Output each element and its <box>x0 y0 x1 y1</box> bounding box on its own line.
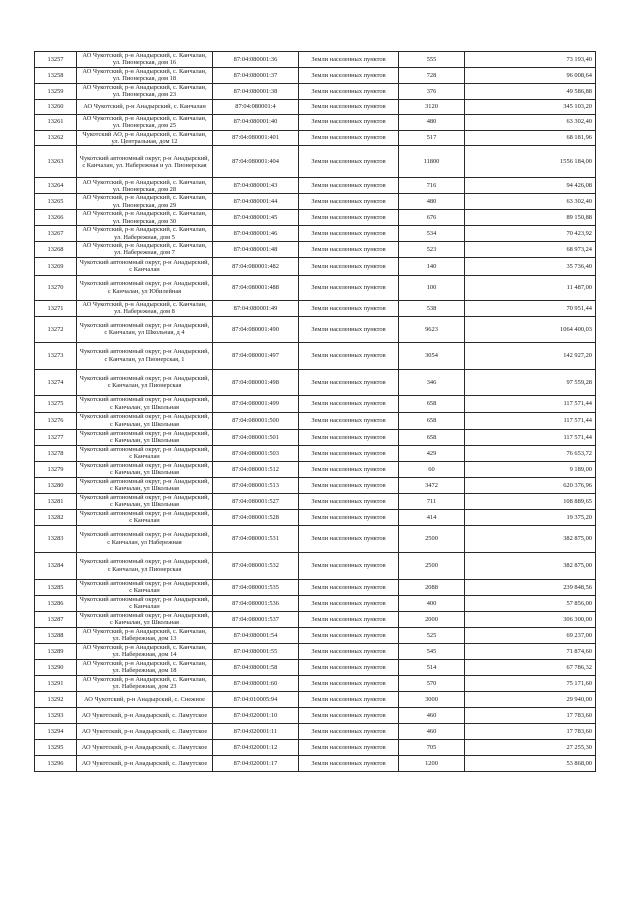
cell-cadastral-value: 142 927,20 <box>465 342 596 369</box>
cell-land-category: Земли населенных пунктов <box>299 579 399 595</box>
cell-land-category: Земли населенных пунктов <box>299 429 399 445</box>
cell-address: АО Чукотский, р-н Анадырский, с. Канчалан, ул. Пионерская, дом 29 <box>77 194 213 210</box>
cell-id: 13287 <box>35 611 77 627</box>
cell-id: 13274 <box>35 369 77 395</box>
cell-land-category: Земли населенных пунктов <box>299 477 399 493</box>
cell-area: 705 <box>399 739 465 755</box>
cell-id: 13279 <box>35 461 77 477</box>
cell-id: 13288 <box>35 627 77 643</box>
cell-cadastral-value: 117 571,44 <box>465 395 596 412</box>
cell-cadastral-number: 87:04:080001:503 <box>213 445 299 461</box>
table-row <box>35 52 596 68</box>
cell-land-category: Земли населенных пунктов <box>299 707 399 723</box>
cell-cadastral-number: 87:04:080001:60 <box>213 675 299 691</box>
cell-land-category: Земли населенных пунктов <box>299 67 399 83</box>
cell-address: АО Чукотский, р-н Анадырский, с. Канчалан, ул. Пионерская, дом 18 <box>77 67 213 83</box>
cell-area: 534 <box>399 226 465 242</box>
table-row <box>35 445 596 461</box>
cell-cadastral-value: 63 302,40 <box>465 114 596 130</box>
cell-land-category: Земли населенных пунктов <box>299 675 399 691</box>
cell-land-category: Земли населенных пунктов <box>299 316 399 342</box>
cell-cadastral-number: 87:04:080001:497 <box>213 342 299 369</box>
cell-cadastral-value: 382 875,00 <box>465 552 596 579</box>
cell-land-category: Земли населенных пунктов <box>299 52 399 68</box>
cell-address: АО Чукотский, р-н Анадырский, с. Канчалан, ул. Набережная, дом 13 <box>77 627 213 643</box>
cell-cadastral-value: 68 181,96 <box>465 130 596 146</box>
cell-cadastral-number: 87:04:080001:48 <box>213 242 299 258</box>
cell-area: 2500 <box>399 552 465 579</box>
cell-address: Чукотский автономный округ, р-н Анадырский, с Канчалан <box>77 579 213 595</box>
cell-id: 13285 <box>35 579 77 595</box>
cell-address: АО Чукотский, р-н Анадырский, с. Канчалан, ул. Набережная, дом 14 <box>77 643 213 659</box>
cell-area: 555 <box>399 52 465 68</box>
cell-cadastral-number: 87:04:010005:94 <box>213 691 299 707</box>
cell-address: Чукотский автономный округ, р-н Анадырский, с Канчалан, ул Юбилейная <box>77 275 213 300</box>
cell-id: 13272 <box>35 316 77 342</box>
cell-area: 514 <box>399 659 465 675</box>
cell-cadastral-value: 63 302,40 <box>465 194 596 210</box>
cell-cadastral-number: 87:04:080001:490 <box>213 316 299 342</box>
cell-id: 13293 <box>35 707 77 723</box>
cell-cadastral-number: 87:04:080001:38 <box>213 83 299 99</box>
table-row <box>35 675 596 691</box>
cell-area: 525 <box>399 627 465 643</box>
cell-cadastral-value: 70 951,44 <box>465 300 596 316</box>
cell-address: Чукотский автономный округ, р-н Анадырский, с Канчалан, ул Пионерская <box>77 552 213 579</box>
cell-address: Чукотский автономный округ, р-н Анадырский, с Канчалан, ул Набережная <box>77 525 213 552</box>
cell-id: 13296 <box>35 755 77 771</box>
cell-land-category: Земли населенных пунктов <box>299 552 399 579</box>
table-row <box>35 461 596 477</box>
cell-cadastral-number: 87:04:080001:55 <box>213 643 299 659</box>
cell-area: 480 <box>399 114 465 130</box>
cell-cadastral-number: 87:04:080001:54 <box>213 627 299 643</box>
land-parcels-table <box>34 51 596 772</box>
cell-cadastral-value: 19 375,20 <box>465 509 596 525</box>
cell-cadastral-value: 382 875,00 <box>465 525 596 552</box>
cell-area: 3054 <box>399 342 465 369</box>
cell-land-category: Земли населенных пунктов <box>299 723 399 739</box>
cell-area: 517 <box>399 130 465 146</box>
cell-area: 140 <box>399 257 465 275</box>
cell-cadastral-number: 87:04:020001:12 <box>213 739 299 755</box>
cell-address: АО Чукотский, р-н Анадырский, с. Канчалан, ул. Пионерская, дом 28 <box>77 178 213 194</box>
table-row <box>35 412 596 429</box>
cell-cadastral-number: 87:04:080001:531 <box>213 525 299 552</box>
cell-land-category: Земли населенных пунктов <box>299 395 399 412</box>
table-row <box>35 210 596 226</box>
table-row <box>35 130 596 146</box>
cell-cadastral-number: 87:04:080001:527 <box>213 493 299 509</box>
table-row <box>35 493 596 509</box>
cell-cadastral-value: 71 874,60 <box>465 643 596 659</box>
cell-address: АО Чукотский, р-н Анадырский, с. Снежное <box>77 691 213 707</box>
cell-cadastral-value: 306 300,00 <box>465 611 596 627</box>
table-row <box>35 579 596 595</box>
cell-address: Чукотский автономный округ, р-н Анадырский, с Канчалан, ул Пионерская <box>77 369 213 395</box>
cell-id: 13284 <box>35 552 77 579</box>
cell-address: Чукотский автономный округ, р-н Анадырский, с Канчалан, ул Школьная <box>77 611 213 627</box>
cell-area: 2088 <box>399 579 465 595</box>
cell-address: Чукотский автономный округ, р-н Анадырский, с Канчалан, ул. Набережная и ул. Пионерская <box>77 146 213 178</box>
table-row <box>35 659 596 675</box>
cell-id: 13283 <box>35 525 77 552</box>
cell-cadastral-value: 1556 184,00 <box>465 146 596 178</box>
cell-address: АО Чукотский, р-н Анадырский, с. Канчалан <box>77 99 213 114</box>
cell-land-category: Земли населенных пунктов <box>299 83 399 99</box>
cell-id: 13259 <box>35 83 77 99</box>
cell-area: 570 <box>399 675 465 691</box>
cell-cadastral-number: 87:04:080001:45 <box>213 210 299 226</box>
table-row <box>35 477 596 493</box>
cell-area: 346 <box>399 369 465 395</box>
cell-address: Чукотский автономный округ, р-н Анадырский, с Канчалан <box>77 445 213 461</box>
cell-area: 3000 <box>399 691 465 707</box>
table-row <box>35 146 596 178</box>
cell-address: АО Чукотский, р-н Анадырский, с. Канчалан, ул. Пионерская, дом 16 <box>77 52 213 68</box>
cell-id: 13275 <box>35 395 77 412</box>
cell-id: 13262 <box>35 130 77 146</box>
cell-land-category: Земли населенных пунктов <box>299 755 399 771</box>
cell-cadastral-value: 73 193,40 <box>465 52 596 68</box>
cell-address: АО Чукотский, р-н Анадырский, с. Канчалан, ул. Набережная, дом 8 <box>77 300 213 316</box>
cell-area: 3120 <box>399 99 465 114</box>
table-row <box>35 178 596 194</box>
cell-land-category: Земли населенных пунктов <box>299 595 399 611</box>
cell-area: 60 <box>399 461 465 477</box>
cell-area: 716 <box>399 178 465 194</box>
cell-land-category: Земли населенных пунктов <box>299 342 399 369</box>
table-row <box>35 67 596 83</box>
cell-address: Чукотский автономный округ, р-н Анадырский, с Канчалан, ул Школьная <box>77 477 213 493</box>
cell-cadastral-value: 69 237,00 <box>465 627 596 643</box>
cell-cadastral-value: 117 571,44 <box>465 429 596 445</box>
cell-address: Чукотский автономный округ, р-н Анадырский, с Канчалан <box>77 509 213 525</box>
cell-address: АО Чукотский, р-н Анадырский, с. Ламутское <box>77 723 213 739</box>
cell-cadastral-value: 239 848,56 <box>465 579 596 595</box>
cell-address: АО Чукотский, р-н Анадырский, с. Ламутское <box>77 755 213 771</box>
cell-cadastral-number: 87:04:080001:513 <box>213 477 299 493</box>
cell-cadastral-value: 94 426,08 <box>465 178 596 194</box>
cell-land-category: Земли населенных пунктов <box>299 257 399 275</box>
cell-address: Чукотский автономный округ, р-н Анадырский, с Канчалан, ул Школьная <box>77 395 213 412</box>
cell-cadastral-number: 87:04:080001:528 <box>213 509 299 525</box>
cell-area: 658 <box>399 412 465 429</box>
cell-land-category: Земли населенных пунктов <box>299 445 399 461</box>
cell-address: АО Чукотский, р-н Анадырский, с. Канчалан, ул. Набережная, дом 23 <box>77 675 213 691</box>
cell-id: 13270 <box>35 275 77 300</box>
table-row <box>35 525 596 552</box>
cell-id: 13258 <box>35 67 77 83</box>
cell-cadastral-value: 49 586,88 <box>465 83 596 99</box>
cell-id: 13264 <box>35 178 77 194</box>
cell-address: АО Чукотский, р-н Анадырский, с. Ламутское <box>77 707 213 723</box>
cell-area: 480 <box>399 194 465 210</box>
cell-cadastral-value: 345 103,20 <box>465 99 596 114</box>
cell-cadastral-number: 87:04:080001:36 <box>213 52 299 68</box>
cell-land-category: Земли населенных пунктов <box>299 210 399 226</box>
cell-cadastral-value: 108 889,65 <box>465 493 596 509</box>
cell-address: АО Чукотский, р-н Анадырский, с. Канчалан, ул. Пионерская, дом 23 <box>77 83 213 99</box>
cell-id: 13265 <box>35 194 77 210</box>
cell-cadastral-number: 87:04:080001:501 <box>213 429 299 445</box>
cell-id: 13289 <box>35 643 77 659</box>
cell-id: 13286 <box>35 595 77 611</box>
cell-land-category: Земли населенных пунктов <box>299 643 399 659</box>
table-row <box>35 342 596 369</box>
cell-cadastral-number: 87:04:080001:43 <box>213 178 299 194</box>
cell-id: 13292 <box>35 691 77 707</box>
table-row <box>35 627 596 643</box>
cell-area: 414 <box>399 509 465 525</box>
cell-land-category: Земли населенных пунктов <box>299 659 399 675</box>
table-row <box>35 369 596 395</box>
cell-cadastral-value: 117 571,44 <box>465 412 596 429</box>
cell-land-category: Земли населенных пунктов <box>299 509 399 525</box>
cell-id: 13263 <box>35 146 77 178</box>
table-row <box>35 275 596 300</box>
cell-cadastral-value: 35 736,40 <box>465 257 596 275</box>
cell-id: 13266 <box>35 210 77 226</box>
table-row <box>35 300 596 316</box>
cell-cadastral-number: 87:04:080001:482 <box>213 257 299 275</box>
cell-id: 13267 <box>35 226 77 242</box>
cell-land-category: Земли населенных пунктов <box>299 178 399 194</box>
cell-cadastral-value: 27 255,30 <box>465 739 596 755</box>
cell-area: 100 <box>399 275 465 300</box>
cell-area: 460 <box>399 723 465 739</box>
cell-area: 658 <box>399 429 465 445</box>
cell-cadastral-number: 87:04:080001:512 <box>213 461 299 477</box>
cell-address: АО Чукотский, р-н Анадырский, с. Канчалан, ул. Набережная, дом 18 <box>77 659 213 675</box>
cell-land-category: Земли населенных пунктов <box>299 300 399 316</box>
cell-id: 13271 <box>35 300 77 316</box>
table-row <box>35 707 596 723</box>
cell-land-category: Земли населенных пунктов <box>299 412 399 429</box>
cell-address: Чукотский автономный округ, р-н Анадырский, с Канчалан, ул Школьная <box>77 493 213 509</box>
table-row <box>35 691 596 707</box>
cell-address: Чукотский автономный округ, р-н Анадырский, с Канчалан, ул Пионерская, 1 <box>77 342 213 369</box>
cell-cadastral-value: 11 487,00 <box>465 275 596 300</box>
cell-id: 13257 <box>35 52 77 68</box>
cell-cadastral-number: 87:04:080001:532 <box>213 552 299 579</box>
cell-cadastral-value: 96 008,64 <box>465 67 596 83</box>
table-row <box>35 611 596 627</box>
cell-cadastral-number: 87:04:080001:401 <box>213 130 299 146</box>
cell-id: 13295 <box>35 739 77 755</box>
cell-cadastral-number: 87:04:080001:37 <box>213 67 299 83</box>
cell-area: 429 <box>399 445 465 461</box>
cell-land-category: Земли населенных пунктов <box>299 611 399 627</box>
table-row <box>35 552 596 579</box>
cell-cadastral-value: 57 856,00 <box>465 595 596 611</box>
cell-land-category: Земли населенных пунктов <box>299 739 399 755</box>
cell-cadastral-number: 87:04:080001:404 <box>213 146 299 178</box>
cell-address: Чукотский автономный округ, р-н Анадырский, с Канчалан, ул Школьная <box>77 412 213 429</box>
cell-id: 13281 <box>35 493 77 509</box>
cell-id: 13277 <box>35 429 77 445</box>
cell-land-category: Земли населенных пунктов <box>299 691 399 707</box>
cell-cadastral-number: 87:04:080001:58 <box>213 659 299 675</box>
cell-cadastral-number: 87:04:080001:40 <box>213 114 299 130</box>
cell-id: 13268 <box>35 242 77 258</box>
cell-land-category: Земли населенных пунктов <box>299 525 399 552</box>
table-row <box>35 595 596 611</box>
cell-area: 400 <box>399 595 465 611</box>
cell-area: 2500 <box>399 525 465 552</box>
cell-area: 2000 <box>399 611 465 627</box>
cell-land-category: Земли населенных пунктов <box>299 275 399 300</box>
cell-id: 13280 <box>35 477 77 493</box>
cell-land-category: Земли населенных пунктов <box>299 226 399 242</box>
table-row <box>35 242 596 258</box>
cell-area: 658 <box>399 395 465 412</box>
table-row <box>35 755 596 771</box>
cell-area: 9623 <box>399 316 465 342</box>
cell-cadastral-value: 75 171,60 <box>465 675 596 691</box>
cell-land-category: Земли населенных пунктов <box>299 493 399 509</box>
cell-id: 13269 <box>35 257 77 275</box>
cell-area: 376 <box>399 83 465 99</box>
cell-land-category: Земли населенных пунктов <box>299 461 399 477</box>
cell-cadastral-number: 87:04:080001:536 <box>213 595 299 611</box>
cell-address: Чукотский автономный округ, р-н Анадырский, с Канчалан, ул Школьная, д 4 <box>77 316 213 342</box>
cell-cadastral-number: 87:04:020001:17 <box>213 755 299 771</box>
cell-land-category: Земли населенных пунктов <box>299 114 399 130</box>
table-row <box>35 739 596 755</box>
cell-land-category: Земли населенных пунктов <box>299 242 399 258</box>
cell-cadastral-value: 97 559,28 <box>465 369 596 395</box>
cell-id: 13294 <box>35 723 77 739</box>
cell-area: 460 <box>399 707 465 723</box>
cell-address: АО Чукотский, р-н Анадырский, с. Канчалан, ул. Пионерская, дом 25 <box>77 114 213 130</box>
cell-id: 13276 <box>35 412 77 429</box>
cell-id: 13278 <box>35 445 77 461</box>
cell-cadastral-number: 87:04:080001:44 <box>213 194 299 210</box>
cell-id: 13291 <box>35 675 77 691</box>
cell-land-category: Земли населенных пунктов <box>299 99 399 114</box>
table-row <box>35 114 596 130</box>
table-row <box>35 83 596 99</box>
cell-area: 11800 <box>399 146 465 178</box>
cell-id: 13282 <box>35 509 77 525</box>
cell-id: 13273 <box>35 342 77 369</box>
cell-land-category: Земли населенных пунктов <box>299 194 399 210</box>
cell-id: 13261 <box>35 114 77 130</box>
table-row <box>35 429 596 445</box>
cell-cadastral-value: 70 423,92 <box>465 226 596 242</box>
cell-cadastral-value: 68 973,24 <box>465 242 596 258</box>
cell-area: 545 <box>399 643 465 659</box>
cell-cadastral-value: 17 783,60 <box>465 723 596 739</box>
cell-cadastral-value: 29 940,00 <box>465 691 596 707</box>
cell-land-category: Земли населенных пунктов <box>299 146 399 178</box>
document-page <box>34 51 595 772</box>
cell-land-category: Земли населенных пунктов <box>299 627 399 643</box>
cell-cadastral-value: 53 868,00 <box>465 755 596 771</box>
cell-address: Чукотский автономный округ, р-н Анадырский, с Канчалан, ул Школьная <box>77 429 213 445</box>
table-row <box>35 226 596 242</box>
cell-cadastral-number: 87:04:080001:46 <box>213 226 299 242</box>
cell-address: Чукотский АО, р-н Анадырский, с. Канчалан, ул. Центральная, дом 12 <box>77 130 213 146</box>
cell-cadastral-number: 87:04:080001:500 <box>213 412 299 429</box>
cell-cadastral-value: 17 783,60 <box>465 707 596 723</box>
cell-land-category: Земли населенных пунктов <box>299 369 399 395</box>
table-row <box>35 194 596 210</box>
cell-cadastral-number: 87:04:080001:498 <box>213 369 299 395</box>
cell-area: 538 <box>399 300 465 316</box>
cell-cadastral-value: 67 786,32 <box>465 659 596 675</box>
cell-area: 1200 <box>399 755 465 771</box>
table-row <box>35 643 596 659</box>
cell-cadastral-number: 87:04:020001:10 <box>213 707 299 723</box>
cell-address: Чукотский автономный округ, р-н Анадырский, с Канчалан <box>77 595 213 611</box>
cell-cadastral-number: 87:04:080001:499 <box>213 395 299 412</box>
cell-land-category: Земли населенных пунктов <box>299 130 399 146</box>
cell-address: Чукотский автономный округ, р-н Анадырский, с Канчалан, ул Школьная <box>77 461 213 477</box>
cell-area: 523 <box>399 242 465 258</box>
cell-cadastral-number: 87:04:080001:4 <box>213 99 299 114</box>
cell-cadastral-value: 89 150,88 <box>465 210 596 226</box>
table-row <box>35 723 596 739</box>
cell-cadastral-number: 87:04:080001:49 <box>213 300 299 316</box>
cell-cadastral-number: 87:04:020001:11 <box>213 723 299 739</box>
cell-area: 676 <box>399 210 465 226</box>
cell-cadastral-number: 87:04:080001:488 <box>213 275 299 300</box>
cell-address: АО Чукотский, р-н Анадырский, с. Канчалан, ул. Пионерская, дом 30 <box>77 210 213 226</box>
cell-cadastral-number: 87:04:080001:537 <box>213 611 299 627</box>
table-row <box>35 99 596 114</box>
cell-cadastral-value: 1064 400,03 <box>465 316 596 342</box>
cell-cadastral-value: 9 189,00 <box>465 461 596 477</box>
cell-address: Чукотский автономный округ, р-н Анадырский, с Канчалан <box>77 257 213 275</box>
cell-area: 3472 <box>399 477 465 493</box>
table-row <box>35 395 596 412</box>
cell-address: АО Чукотский, р-н Анадырский, с. Канчалан, ул. Набережная, дом 5 <box>77 226 213 242</box>
cell-area: 728 <box>399 67 465 83</box>
cell-address: АО Чукотский, р-н Анадырский, с. Ламутское <box>77 739 213 755</box>
cell-cadastral-value: 76 653,72 <box>465 445 596 461</box>
cell-cadastral-value: 620 376,96 <box>465 477 596 493</box>
table-body <box>35 52 596 772</box>
cell-cadastral-number: 87:04:080001:535 <box>213 579 299 595</box>
cell-id: 13290 <box>35 659 77 675</box>
cell-area: 711 <box>399 493 465 509</box>
table-row <box>35 257 596 275</box>
cell-id: 13260 <box>35 99 77 114</box>
table-row <box>35 509 596 525</box>
cell-address: АО Чукотский, р-н Анадырский, с. Канчалан, ул. Набережная, дом 7 <box>77 242 213 258</box>
table-row <box>35 316 596 342</box>
